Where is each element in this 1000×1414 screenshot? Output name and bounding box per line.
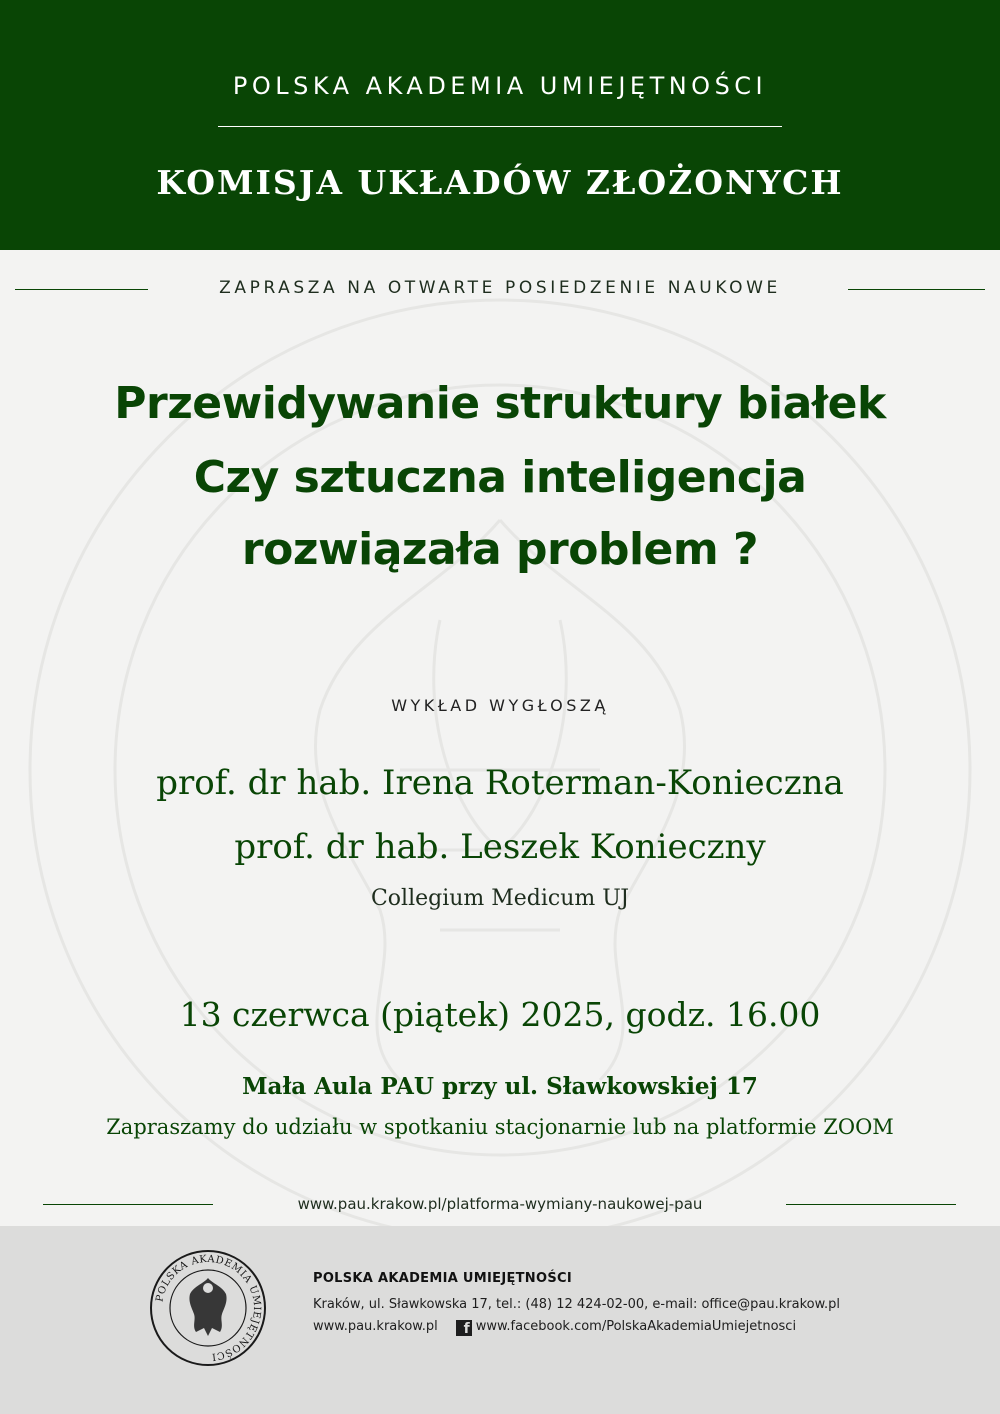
lecture-title-line-1: Przewidywanie struktury białek [114, 378, 886, 429]
svg-text:POLSKA AKADEMIA UMIEJĘTNOŚCI: POLSKA AKADEMIA UMIEJĘTNOŚCI [154, 1253, 263, 1362]
footer-address: Kraków, ul. Sławkowska 17, tel.: (48) 12 424-02-00, e-mail: office@pau.krakow.pl [313, 1297, 841, 1312]
facebook-icon: f [456, 1320, 472, 1336]
invitation-text: ZAPRASZA NA OTWARTE POSIEDZENIE NAUKOWE [219, 278, 781, 298]
footer-website-link[interactable]: www.pau.krakow.pl [313, 1319, 438, 1334]
event-notice: Zapraszamy do udziału w spotkaniu stacjonarnie lub na platformie ZOOM [106, 1115, 894, 1139]
event-datetime: 13 czerwca (piątek) 2025, godz. 16.00 [179, 995, 821, 1034]
header-divider [218, 126, 782, 127]
lecture-title-line-2: Czy sztuczna inteligencja [193, 452, 807, 503]
header-organization: POLSKA AKADEMIA UMIEJĘTNOŚCI [232, 72, 768, 100]
event-venue: Mała Aula PAU przy ul. Sławkowskiej 17 [242, 1073, 758, 1100]
pau-seal-logo-icon [148, 1248, 268, 1368]
lecture-label: WYKŁAD WYGŁOSZĄ [391, 696, 609, 715]
footer-facebook-link[interactable]: www.facebook.com/PolskaAkademiaUmiejetnosci [475, 1319, 797, 1334]
speaker-1: prof. dr hab. Irena Roterman-Konieczna [156, 763, 844, 803]
speaker-2: prof. dr hab. Leszek Konieczny [234, 827, 766, 867]
speaker-affiliation: Collegium Medicum UJ [370, 886, 630, 911]
lecture-title-line-3: rozwiązała problem ? [241, 524, 759, 575]
header-band [0, 0, 1000, 250]
platform-link[interactable]: www.pau.krakow.pl/platforma-wymiany-naukowej-pau [297, 1195, 703, 1213]
header-commission: KOMISJA UKŁADÓW ZŁOŻONYCH [156, 163, 844, 202]
footer-links [313, 1319, 796, 1336]
footer-organization: POLSKA AKADEMIA UMIEJĘTNOŚCI [313, 1271, 572, 1286]
